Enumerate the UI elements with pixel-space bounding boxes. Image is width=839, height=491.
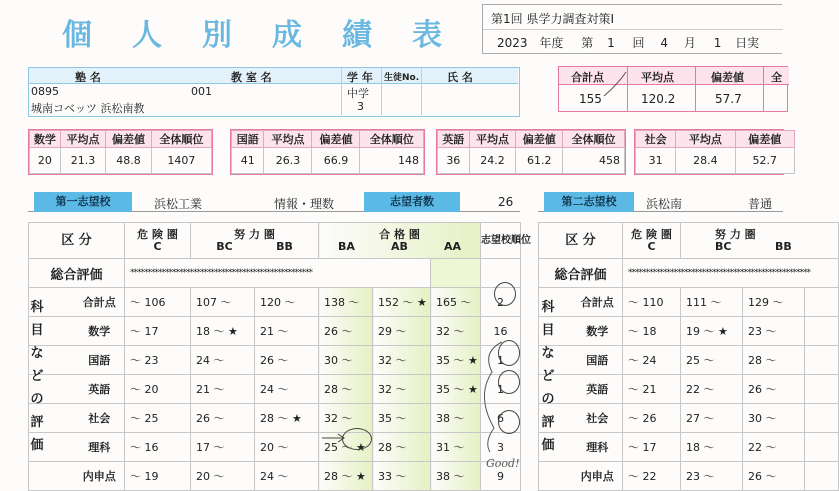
total-score: 155	[579, 92, 602, 106]
day-label: 日実	[735, 36, 760, 50]
effort-zone-header	[681, 223, 839, 259]
zone-ba-cell: 25 ～ ★	[319, 433, 373, 462]
table-row	[29, 317, 521, 346]
total-header: 合計点	[571, 71, 604, 84]
dev-header: 偏差値	[735, 131, 794, 148]
table-row	[539, 346, 839, 375]
exam-round: 1	[607, 36, 615, 50]
zone-bb: BB	[775, 239, 792, 253]
handwritten-note: Good!	[486, 457, 520, 470]
dev-header: 偏差値	[106, 131, 152, 148]
class-code: 001	[191, 85, 212, 98]
subject-box-japanese	[230, 129, 425, 175]
zone-aa-cell: 35 ～ ★	[431, 346, 481, 375]
school-rank-cell: 1	[481, 346, 521, 375]
zone-ba-cell: 28 ～ ★	[319, 462, 373, 491]
zone-bb-cell: 120 ～	[255, 288, 319, 317]
title-char: 績	[342, 18, 372, 53]
subject-rank: 148	[360, 148, 424, 174]
title-char: 別	[202, 18, 232, 53]
zone-bc-cell: 23 ～	[681, 462, 743, 491]
zone-ab-cell: 32 ～	[373, 375, 431, 404]
zone-ab-cell: 152 ～ ★	[373, 288, 431, 317]
side-char: 科	[541, 300, 555, 315]
student-info	[28, 67, 520, 117]
subject-box-math	[28, 129, 213, 175]
class-header: 教 室 名	[231, 71, 272, 84]
side-char: ど	[541, 369, 555, 384]
subject-name: 英語	[438, 131, 470, 148]
side-char: 目	[541, 323, 555, 338]
side-char: 価	[30, 438, 44, 453]
zone-c-cell: ～ 18	[623, 317, 681, 346]
table-row	[29, 375, 521, 404]
row-label: 数学	[573, 317, 623, 346]
zone-ba-cell: 32 ～	[319, 404, 373, 433]
zone-bb-cell: 21 ～	[255, 317, 319, 346]
avg-header: 平均点	[641, 71, 674, 84]
zone-aa-cell: 165 ～	[431, 288, 481, 317]
rank-header: 全体順位	[360, 131, 424, 148]
side-label	[538, 296, 558, 460]
round-label: 回	[632, 36, 645, 50]
total-avg: 120.2	[641, 92, 676, 106]
first-choice-course: 情報・理数	[274, 197, 335, 211]
subject-score: 41	[232, 148, 264, 174]
arrow-icon	[320, 432, 350, 444]
table-row	[29, 462, 521, 491]
subject-score: 36	[438, 148, 470, 174]
zone-bc-cell: 17 ～	[191, 433, 255, 462]
total-dev: 57.7	[715, 92, 742, 106]
applicants-count: 26	[498, 195, 514, 209]
zone-bc-cell: 24 ～	[191, 346, 255, 375]
row-label: 数学	[75, 317, 125, 346]
row-label: 国語	[75, 346, 125, 375]
juku-header: 塾 名	[75, 71, 101, 84]
applicants-tag: 志望者数	[364, 192, 460, 212]
danger-label: 危 険 圏	[631, 227, 672, 241]
pass-label: 合 格 圏	[379, 227, 420, 241]
second-choice-tag: 第二志望校	[544, 192, 634, 212]
row-label: 合計点	[573, 288, 623, 317]
side-char: 評	[30, 415, 44, 430]
subject-box-english	[436, 129, 626, 175]
exam-month: 4	[660, 36, 669, 50]
table-row	[539, 404, 839, 433]
row-label: 内申点	[75, 462, 125, 491]
school-rank-cell: 16	[481, 317, 521, 346]
subject-name: 数学	[30, 131, 61, 148]
zone-bb: BB	[276, 239, 293, 253]
handwritten-bracket	[468, 332, 528, 460]
row-label: 理科	[573, 433, 623, 462]
division-header: 区 分	[29, 223, 125, 259]
zone-c-cell: ～ 26	[623, 404, 681, 433]
first-choice-bar	[28, 192, 520, 212]
school-rank-cell: 1	[481, 375, 521, 404]
overall-label: 総合評価	[29, 259, 125, 288]
subject-avg: 21.3	[60, 148, 106, 174]
blank-cell	[805, 346, 839, 375]
school-rank-header: 志望校順位	[481, 223, 521, 259]
subject-avg: 24.2	[469, 148, 516, 174]
row-label: 合計点	[75, 288, 125, 317]
zone-c: C	[153, 239, 162, 253]
zone-ba-cell: 30 ～	[319, 346, 373, 375]
second-choice-bar	[538, 192, 783, 212]
zone-aa-cell: 38 ～	[431, 404, 481, 433]
exam-header	[482, 4, 782, 54]
school-rank-cell: 6	[481, 404, 521, 433]
zone-bc-cell: 25 ～	[681, 346, 743, 375]
zone-bb-cell: 26 ～	[743, 462, 805, 491]
zone-aa-cell: 38 ～	[431, 462, 481, 491]
subject-score: 31	[636, 148, 676, 174]
zone-c-cell: ～ 20	[125, 375, 191, 404]
exam-date	[497, 34, 759, 51]
avg-header: 平均点	[676, 131, 735, 148]
zone-ab-cell: 32 ～	[373, 346, 431, 375]
table-row	[539, 317, 839, 346]
zone-ba-cell: 26 ～	[319, 317, 373, 346]
subject-avg: 28.4	[676, 148, 735, 174]
dev-header: 偏差値	[711, 71, 744, 84]
zone-c-cell: ～ 17	[125, 317, 191, 346]
zone-c-cell: ～ 21	[623, 375, 681, 404]
table-row	[29, 346, 521, 375]
zone-ab-cell: 33 ～	[373, 462, 431, 491]
zone-c-cell: ～ 110	[623, 288, 681, 317]
table-row	[29, 433, 521, 462]
zone-bb-cell: 20 ～	[255, 433, 319, 462]
zone-bc-cell: 22 ～	[681, 375, 743, 404]
side-char: の	[30, 392, 44, 407]
subject-name: 社会	[636, 131, 676, 148]
rank-header: 全体順位	[151, 131, 211, 148]
dev-header: 偏差値	[516, 131, 563, 148]
zone-ba: BA	[338, 239, 355, 253]
zone-bc-cell: 18 ～ ★	[191, 317, 255, 346]
pen-mark	[600, 70, 630, 100]
zone-bb-cell: 22 ～	[743, 433, 805, 462]
row-label: 内申点	[573, 462, 623, 491]
zone-c-cell: ～ 24	[623, 346, 681, 375]
avg-header: 平均点	[264, 131, 312, 148]
blank-cell	[805, 317, 839, 346]
zone-aa-cell: 32 ～	[431, 317, 481, 346]
subject-avg: 26.3	[264, 148, 312, 174]
subject-dev: 48.8	[106, 148, 152, 174]
zone-bc-cell: 107 ～	[191, 288, 255, 317]
zone-c-cell: ～ 22	[623, 462, 681, 491]
zone-c-cell: ～ 17	[623, 433, 681, 462]
exam-year: 2023	[497, 36, 528, 50]
exam-day: 1	[713, 36, 722, 50]
zone-bc-cell: 18 ～	[681, 433, 743, 462]
side-char: 価	[541, 438, 555, 453]
zone-aa-cell: 31 ～	[431, 433, 481, 462]
round-prefix: 第	[581, 36, 594, 50]
danger-label: 危 険 圏	[137, 227, 178, 241]
school-name: 城南コベッツ 浜松南教	[31, 102, 145, 115]
avg-header: 平均点	[60, 131, 106, 148]
subject-dev: 66.9	[312, 148, 360, 174]
side-char: な	[30, 346, 44, 361]
side-char: 評	[541, 415, 555, 430]
first-choice-school: 浜松工業	[154, 197, 203, 211]
side-char: 目	[30, 323, 44, 338]
title-char: 個	[62, 18, 92, 53]
school-rank-cell: 3	[481, 433, 521, 462]
overall-stars: ****************************************************	[623, 259, 839, 288]
zone-c: C	[647, 239, 656, 253]
handwritten-circle	[494, 282, 516, 306]
row-label: 英語	[75, 375, 125, 404]
subject-rank: 1407	[151, 148, 211, 174]
zone-c-cell: ～ 106	[125, 288, 191, 317]
student-no-header: 生徒No.	[384, 73, 420, 83]
subject-box-social	[634, 129, 784, 175]
school-rank-cell: 9	[481, 462, 521, 491]
table-row	[539, 375, 839, 404]
zone-bb-cell: 30 ～	[743, 404, 805, 433]
school-rank-cell: 2	[481, 288, 521, 317]
zone-bc: BC	[216, 239, 233, 253]
danger-zone-header	[623, 223, 681, 259]
dev-header: 偏差値	[312, 131, 360, 148]
zone-c-cell: ～ 19	[125, 462, 191, 491]
report-title	[62, 10, 442, 54]
zone-bb-cell: 23 ～	[743, 317, 805, 346]
effort-zone-header	[191, 223, 319, 259]
table-row	[539, 288, 839, 317]
overall-label: 総合評価	[539, 259, 623, 288]
zone-bb-cell: 24 ～	[255, 462, 319, 491]
overall-stars: ****************************************************	[125, 259, 431, 288]
zone-bb-cell: 129 ～	[743, 288, 805, 317]
year-label: 年度	[539, 36, 564, 50]
blank-cell	[805, 404, 839, 433]
pass-zone-header	[319, 223, 481, 259]
zone-ba-cell: 28 ～	[319, 375, 373, 404]
name-header: 氏 名	[447, 71, 473, 84]
row-label: 国語	[573, 346, 623, 375]
side-label	[28, 296, 46, 460]
first-choice-tag: 第一志望校	[34, 192, 132, 212]
juku-code: 0895	[31, 85, 59, 98]
zone-c-cell: ～ 25	[125, 404, 191, 433]
title-char: 成	[272, 18, 302, 53]
row-label: 英語	[573, 375, 623, 404]
rank-header-cut: 全	[771, 71, 782, 84]
side-char: の	[541, 392, 555, 407]
exam-name: 第1回 県学力調査対策Ⅰ	[491, 12, 614, 26]
row-label: 社会	[573, 404, 623, 433]
effort-label: 努 力 圏	[234, 227, 275, 241]
zone-aa: AA	[443, 239, 462, 253]
month-label: 月	[683, 36, 696, 50]
second-choice-course: 普通	[748, 197, 773, 211]
row-label: 社会	[75, 404, 125, 433]
zone-c-cell: ～ 16	[125, 433, 191, 462]
blank-cell	[805, 433, 839, 462]
grade-header: 学 年	[347, 71, 373, 84]
zone-bb-cell: 24 ～	[255, 375, 319, 404]
grade-value: 中学	[347, 87, 369, 100]
subject-name: 国語	[232, 131, 264, 148]
table-row	[29, 404, 521, 433]
side-cell	[29, 462, 75, 491]
effort-label: 努 力 圏	[715, 227, 756, 241]
zone-ab: AB	[391, 239, 408, 253]
subject-rank: 458	[563, 148, 625, 174]
title-char: 表	[412, 18, 442, 53]
zone-bc-cell: 20 ～	[191, 462, 255, 491]
danger-zone-header	[125, 223, 191, 259]
zone-ab-cell: 35 ～	[373, 404, 431, 433]
zone-bb-cell: 28 ～ ★	[255, 404, 319, 433]
zone-bc-cell: 21 ～	[191, 375, 255, 404]
table-row	[539, 462, 839, 491]
side-char: 科	[30, 300, 44, 315]
table-row	[29, 288, 521, 317]
zone-bc: BC	[715, 239, 732, 253]
zone-ab-cell: 28 ～	[373, 433, 431, 462]
rank-header: 全体順位	[563, 131, 625, 148]
side-cell	[539, 462, 573, 491]
zone-ba-cell: 138 ～	[319, 288, 373, 317]
blank-cell	[805, 375, 839, 404]
avg-header: 平均点	[469, 131, 516, 148]
zone-bc-cell: 19 ～ ★	[681, 317, 743, 346]
row-label: 理科	[75, 433, 125, 462]
zone-ab-cell: 29 ～	[373, 317, 431, 346]
second-choice-school: 浜松南	[646, 197, 683, 211]
zone-bc-cell: 26 ～	[191, 404, 255, 433]
zone-aa-cell: 35 ～ ★	[431, 375, 481, 404]
side-char: な	[541, 346, 555, 361]
subject-dev: 61.2	[516, 148, 563, 174]
grade-number: 3	[357, 100, 364, 113]
side-char: ど	[30, 369, 44, 384]
division-header: 区 分	[539, 223, 623, 259]
zone-bb-cell: 28 ～	[743, 346, 805, 375]
zone-bb-cell: 26 ～	[743, 375, 805, 404]
title-char: 人	[132, 18, 162, 53]
summary-box	[558, 66, 788, 112]
subject-score: 20	[30, 148, 61, 174]
second-choice-table	[538, 222, 810, 483]
zone-bc-cell: 27 ～	[681, 404, 743, 433]
blank-cell	[805, 288, 839, 317]
zone-bc-cell: 111 ～	[681, 288, 743, 317]
zone-c-cell: ～ 23	[125, 346, 191, 375]
table-row	[539, 433, 839, 462]
subject-dev: 52.7	[735, 148, 794, 174]
zone-bb-cell: 26 ～	[255, 346, 319, 375]
blank-cell	[805, 462, 839, 491]
